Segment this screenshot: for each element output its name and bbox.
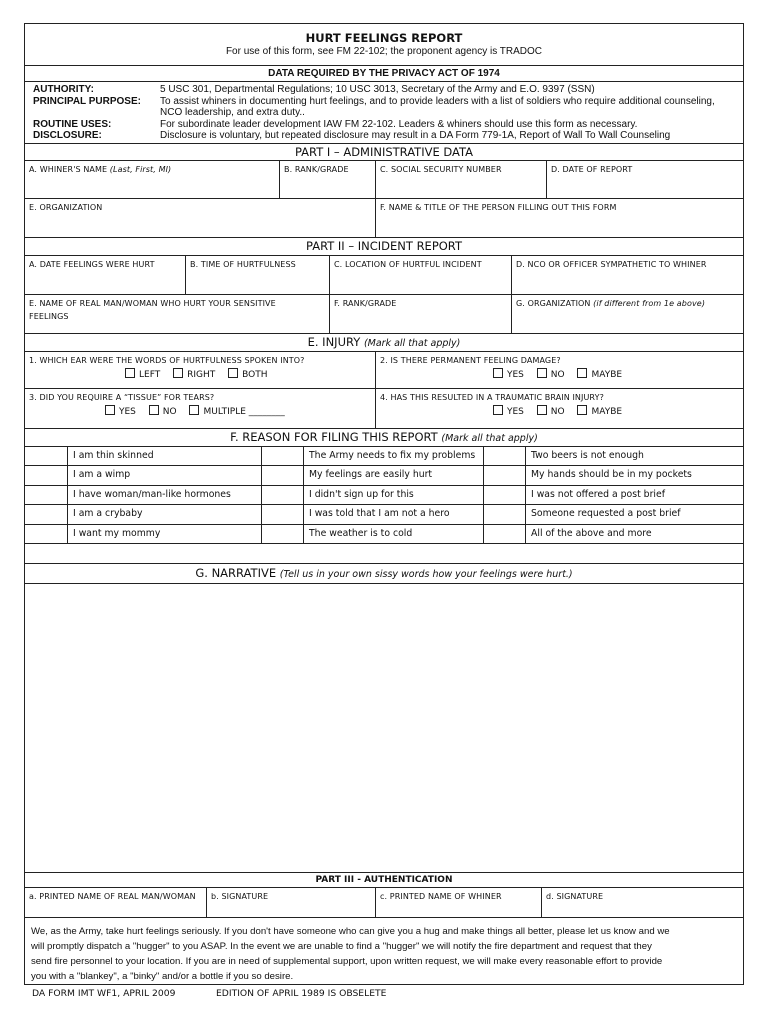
- injury-heading: E. INJURY: [307, 335, 361, 349]
- reason-grid-line: [25, 485, 743, 486]
- injury-q1: [25, 352, 375, 388]
- injury-hint: (Mark all that apply): [363, 338, 461, 349]
- hurt-feelings-form: [24, 23, 744, 985]
- rank-grade-label: B. RANK/GRADE: [284, 165, 349, 174]
- disclosure-label: DISCLOSURE:: [33, 130, 102, 141]
- reason-grid-divider: [67, 446, 68, 543]
- tissue-question-label: 3. DID YOU REQUIRE A “TISSUE” FOR TEARS?: [29, 393, 215, 402]
- reason-checkbox[interactable]: [25, 504, 67, 523]
- privacy-act-block: [25, 81, 743, 143]
- location-label: C. LOCATION OF HURTFUL INCIDENT: [334, 260, 482, 269]
- injury-row2: [25, 388, 743, 428]
- reason-grid-line: [25, 446, 743, 447]
- offender-org-label: G. ORGANIZATION: [516, 299, 591, 308]
- purpose-label: PRINCIPAL PURPOSE:: [33, 95, 141, 107]
- narrative-hint: (Tell us in your own sissy words how your feelings were hurt.): [279, 569, 573, 580]
- whiner-signature-field[interactable]: [541, 888, 743, 917]
- location-field[interactable]: [329, 256, 511, 294]
- reason-option-label: My hands should be in my pockets: [531, 469, 692, 481]
- narrative-textarea[interactable]: [25, 583, 743, 872]
- reason-grid: [25, 446, 743, 563]
- reason-grid-line: [25, 504, 743, 505]
- reason-grid-line: [25, 543, 743, 544]
- ssn-field[interactable]: [375, 161, 546, 198]
- reason-hint: (Mark all that apply): [441, 433, 538, 444]
- reason-checkbox[interactable]: [261, 465, 303, 484]
- reason-checkbox[interactable]: [25, 524, 67, 543]
- injury-q2: [375, 352, 743, 388]
- tbi-no-option[interactable]: NO: [537, 407, 565, 417]
- privacy-act-heading: DATA REQUIRED BY THE PRIVACY ACT OF 1974: [268, 68, 500, 79]
- ssn-label: C. SOCIAL SECURITY NUMBER: [380, 165, 502, 174]
- reason-checkbox[interactable]: [483, 465, 525, 484]
- reason-grid-line: [25, 465, 743, 466]
- form-subtitle: For use of this form, see FM 22-102; the proponent agency is TRADOC: [225, 46, 543, 57]
- checkbox-icon: [125, 368, 135, 378]
- damage-maybe-option[interactable]: MAYBE: [577, 370, 622, 380]
- closing-paragraph: We, as the Army, take hurt feelings seriously. If you don't have someone who can give you a hug and make things all better, please let us know and we will promptly dispatch a "hugger" to you ASAP. In the event we are unable to find a "hugger" we will notify the fire department and request that they send fire personnel to your location. If you are in need of supplemental support, upon written request, we will make every reasonable effort to provide you with a "blankey", a "binky" and/or a bottle if you so desire.: [31, 926, 670, 982]
- form-title: HURT FEELINGS REPORT: [305, 31, 463, 45]
- reason-grid-line: [25, 524, 743, 525]
- time-hurt-label: B. TIME OF HURTFULNESS: [190, 260, 296, 269]
- filer-name-title-label: F. NAME & TITLE OF THE PERSON FILLING OUT THIS FORM: [380, 203, 617, 212]
- reason-checkbox[interactable]: [261, 524, 303, 543]
- whiner-name-hint: (Last, First, MI): [109, 165, 172, 174]
- filer-name-title-field[interactable]: [375, 199, 743, 237]
- narrative-heading: G. NARRATIVE: [195, 566, 277, 580]
- authority-label: AUTHORITY:: [33, 84, 94, 95]
- reason-option-label: My feelings are easily hurt: [309, 469, 433, 481]
- offender-signature-field[interactable]: [206, 888, 375, 917]
- reason-heading: F. REASON FOR FILING THIS REPORT: [230, 430, 438, 444]
- reason-checkbox[interactable]: [261, 485, 303, 504]
- reason-checkbox[interactable]: [261, 504, 303, 523]
- injury-row1: [25, 351, 743, 388]
- damage-question-label: 2. IS THERE PERMANENT FEELING DAMAGE?: [380, 356, 561, 365]
- whiner-printed-name-field[interactable]: [375, 888, 541, 917]
- injury-header: [25, 333, 743, 351]
- ear-question-label: 1. WHICH EAR WERE THE WORDS OF HURTFULNESS SPOKEN INTO?: [29, 356, 305, 365]
- reason-option-label: Two beers is not enough: [531, 450, 644, 461]
- tissue-yes-option[interactable]: YES: [105, 407, 136, 417]
- rank-grade-field[interactable]: [279, 161, 375, 198]
- offender-name-field[interactable]: [25, 295, 329, 333]
- tissue-multiple-option[interactable]: MULTIPLE ________: [189, 407, 284, 417]
- part3-header: [25, 872, 743, 887]
- report-date-field[interactable]: [546, 161, 743, 198]
- ear-both-option[interactable]: BOTH: [228, 370, 267, 380]
- checkbox-icon: [493, 368, 503, 378]
- reason-checkbox[interactable]: [25, 465, 67, 484]
- checkbox-icon: [105, 405, 115, 415]
- reason-checkbox[interactable]: [483, 504, 525, 523]
- offender-name-label-cont: FEELINGS: [29, 312, 69, 321]
- reason-checkbox[interactable]: [483, 446, 525, 465]
- checkbox-icon: [577, 405, 587, 415]
- sympathetic-nco-field[interactable]: [511, 256, 743, 294]
- part2-row2: [25, 294, 743, 333]
- ear-right-option[interactable]: RIGHT: [173, 370, 215, 380]
- part1-header: [25, 143, 743, 160]
- date-hurt-label: A. DATE FEELINGS WERE HURT: [29, 260, 155, 269]
- reason-option-label: The weather is to cold: [309, 527, 413, 539]
- damage-no-option[interactable]: NO: [537, 370, 565, 380]
- offender-signature-label: b. SIGNATURE: [211, 892, 269, 901]
- reason-grid-divider: [303, 446, 304, 543]
- reason-option-label: Someone requested a post brief: [531, 508, 681, 520]
- authority-text: 5 USC 301, Departmental Regulations; 10 USC 3013, Secretary of the Army and E.O. 9397 (SSN): [160, 84, 595, 95]
- reason-option-label: All of the above and more: [531, 527, 652, 539]
- routine-uses-label: ROUTINE USES:: [33, 118, 112, 130]
- tbi-maybe-option[interactable]: MAYBE: [577, 407, 622, 417]
- reason-option-label: I am a wimp: [73, 469, 131, 481]
- checkbox-icon: [173, 368, 183, 378]
- reason-checkbox[interactable]: [261, 446, 303, 465]
- edition-note: EDITION OF APRIL 1989 IS OBSELETE: [216, 988, 387, 999]
- part1-row2: [25, 198, 743, 237]
- reason-option-label: I was not offered a post brief: [531, 488, 665, 500]
- checkbox-icon: [189, 405, 199, 415]
- routine-uses-text: For subordinate leader development IAW FM 22-102. Leaders & whiners should use this form as necessary.: [160, 118, 638, 130]
- part1-heading: PART I – ADMINISTRATIVE DATA: [294, 145, 474, 159]
- reason-checkbox[interactable]: [483, 524, 525, 543]
- tbi-question-label: 4. HAS THIS RESULTED IN A TRAUMATIC BRAIN INJURY?: [380, 393, 604, 402]
- purpose-text: To assist whiners in documenting hurt feelings, and to provide leaders with a list of soldiers who require additional counseling,: [160, 95, 715, 107]
- reason-checkbox[interactable]: [25, 446, 67, 465]
- part3-heading: PART III - AUTHENTICATION: [315, 875, 453, 885]
- time-hurt-field[interactable]: [185, 256, 329, 294]
- part1-row1: [25, 160, 743, 198]
- date-hurt-field[interactable]: [25, 256, 185, 294]
- reason-checkbox[interactable]: [25, 485, 67, 504]
- offender-org-field[interactable]: [511, 295, 743, 333]
- reason-option-label: The Army needs to fix my problems: [309, 450, 476, 461]
- checkbox-icon: [228, 368, 238, 378]
- whiner-signature-label: d. SIGNATURE: [546, 892, 604, 901]
- tissue-no-option[interactable]: NO: [149, 407, 177, 417]
- offender-name-label: E. NAME OF REAL MAN/WOMAN WHO HURT YOUR SENSITIVE: [29, 299, 276, 308]
- injury-q3: [25, 389, 375, 428]
- closing-block: [25, 917, 743, 984]
- disclosure-text: Disclosure is voluntary, but repeated disclosure may result in a DA Form 779-1A, Report of Wall To Wall Counseling: [160, 130, 671, 141]
- sympathetic-nco-label: D. NCO OR OFFICER SYMPATHETIC TO WHINER: [516, 260, 707, 269]
- tbi-yes-option[interactable]: YES: [493, 407, 524, 417]
- injury-q4: [375, 389, 743, 428]
- whiner-name-label: A. WHINER'S NAME: [29, 165, 108, 174]
- reason-option-label: I am thin skinned: [73, 450, 154, 461]
- privacy-act-header: [25, 65, 743, 81]
- reason-header: [25, 428, 743, 446]
- part3-row: [25, 887, 743, 917]
- whiner-printed-name-label: c. PRINTED NAME OF WHINER: [380, 892, 502, 901]
- reason-option-label: I have woman/man-like hormones: [73, 488, 231, 500]
- offender-printed-name-field[interactable]: [25, 888, 206, 917]
- organization-label: E. ORGANIZATION: [29, 203, 103, 212]
- part2-header: [25, 237, 743, 255]
- purpose-text-cont: NCO leadership, and extra duty..: [160, 107, 305, 118]
- offender-org-hint: (if different from 1e above): [593, 299, 706, 308]
- whiner-name-field[interactable]: [25, 161, 279, 198]
- checkbox-icon: [537, 405, 547, 415]
- part2-row1: [25, 255, 743, 294]
- reason-checkbox[interactable]: [483, 485, 525, 504]
- part2-heading: PART II – INCIDENT REPORT: [306, 239, 462, 253]
- offender-printed-name-label: a. PRINTED NAME OF REAL MAN/WOMAN: [29, 892, 196, 901]
- reason-option-label: I was told that I am not a hero: [309, 508, 450, 520]
- offender-rank-field[interactable]: [329, 295, 511, 333]
- reason-option-label: I didn't sign up for this: [309, 488, 414, 500]
- checkbox-icon: [493, 405, 503, 415]
- narrative-header: [25, 563, 743, 583]
- checkbox-icon: [149, 405, 159, 415]
- reason-option-label: I want my mommy: [73, 527, 161, 539]
- checkbox-icon: [537, 368, 547, 378]
- checkbox-icon: [577, 368, 587, 378]
- reason-option-label: I am a crybaby: [73, 508, 143, 520]
- damage-yes-option[interactable]: YES: [493, 370, 524, 380]
- organization-field[interactable]: [25, 199, 375, 237]
- reason-grid-divider: [525, 446, 526, 543]
- ear-left-option[interactable]: LEFT: [125, 370, 160, 380]
- form-id: DA FORM IMT WF1, APRIL 2009: [32, 988, 176, 999]
- offender-rank-label: F. RANK/GRADE: [334, 299, 397, 308]
- report-date-label: D. DATE OF REPORT: [551, 165, 633, 174]
